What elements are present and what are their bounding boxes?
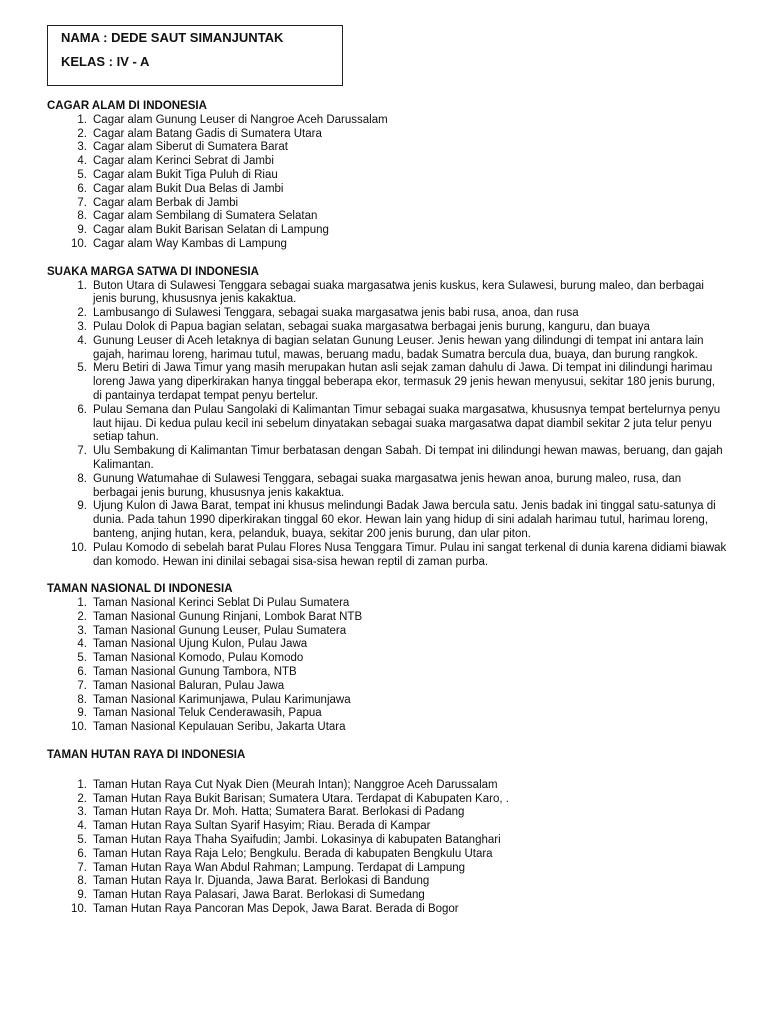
section-title: TAMAN NASIONAL DI INDONESIA: [47, 583, 233, 596]
list-item-number: 7.: [77, 196, 87, 209]
list-item: [47, 114, 727, 128]
list-item-number: 8.: [77, 472, 87, 485]
list-item-text: Meru Betiri di Jawa Timur yang masih merupakan hutan asli sejak zaman dahulu di Jawa. Di tempat ini dilindungi harimau loreng Jawa yang diperkirakan hanya tinggal beberapa ekor, termasuk 29 jenis hewan menyusui, sekitar 180 jenis burung, di pantainya terdapat tempat penyu bertelur.: [93, 362, 716, 402]
list-item-number: 3.: [77, 320, 87, 333]
list-item-number: 2.: [77, 792, 87, 805]
list-item-number: 2.: [77, 127, 87, 140]
list-item-number: 9.: [77, 500, 87, 513]
list-item: [47, 820, 727, 834]
list-item: [47, 280, 727, 308]
section-title: TAMAN HUTAN RAYA DI INDONESIA: [47, 749, 246, 762]
list-item: [47, 611, 727, 625]
numbered-list: [47, 280, 727, 570]
list-item-text: Pulau Semana dan Pulau Sangolaki di Kalimantan Timur sebagai suaka margasatwa, khususnya tempat bertelurnya penyu laut hijau. Di kedua pulau kecil ini sebelum dinyatakan sebagai suaka margasatwa dapat diambil sekitar 2 juta telur penyu setiap tahun.: [93, 403, 721, 444]
list-item-text: Taman Hutan Raya Palasari, Jawa Barat. Berlokasi di Sumedang: [93, 889, 425, 902]
list-item-text: Taman Nasional Teluk Cenderawasih, Papua: [93, 707, 322, 720]
section-title: CAGAR ALAM DI INDONESIA: [47, 100, 207, 112]
list-item-number: 7.: [77, 679, 87, 692]
list-item-text: Taman Nasional Kerinci Seblat Di Pulau Sumatera: [93, 597, 350, 610]
list-item: [47, 625, 727, 639]
list-item-number: 9.: [77, 889, 87, 902]
list-item-text: Taman Nasional Komodo, Pulau Komodo: [93, 652, 304, 665]
list-item-number: 6.: [77, 847, 87, 860]
list-item-text: Taman Nasional Kepulauan Seribu, Jakarta Utara: [93, 721, 346, 734]
list-item-text: Cagar alam Gunung Leuser di Nangroe Aceh Darussalam: [93, 113, 388, 126]
list-item-text: Taman Hutan Raya Cut Nyak Dien (Meurah Intan); Nanggroe Aceh Darussalam: [93, 778, 498, 791]
list-item: [47, 238, 727, 252]
list-item: [47, 321, 727, 335]
list-item: [47, 875, 727, 889]
list-item-number: 1.: [77, 597, 87, 610]
list-item: [47, 721, 727, 735]
student-class: KELAS : IV - A: [61, 54, 150, 69]
list-item-text: Taman Hutan Raya Pancoran Mas Depok, Jawa Barat. Berada di Bogor: [93, 903, 459, 916]
list-item: [47, 707, 727, 721]
student-name: NAMA : DEDE SAUT SIMANJUNTAK: [61, 30, 284, 45]
list-item-text: Cagar alam Kerinci Sebrat di Jambi: [93, 155, 274, 168]
list-item-text: Taman Hutan Raya Sultan Syarif Hasyim; Riau. Berada di Kampar: [93, 820, 431, 833]
list-item-text: Taman Nasional Ujung Kulon, Pulau Jawa: [93, 638, 308, 651]
list-item-text: Taman Nasional Gunung Leuser, Pulau Sumatera: [93, 624, 347, 637]
list-item-number: 6.: [77, 666, 87, 679]
list-item-number: 10.: [71, 237, 87, 250]
list-item-text: Cagar alam Siberut di Sumatera Barat: [93, 141, 288, 154]
list-item-number: 8.: [77, 210, 87, 223]
list-item-text: Taman Hutan Raya Dr. Moh. Hatta; Sumatera Barat. Berlokasi di Padang: [93, 806, 465, 819]
list-item: [47, 680, 727, 694]
list-item: [47, 335, 727, 363]
list-item: [47, 903, 727, 917]
list-item-text: Cagar alam Bukit Barisan Selatan di Lampung: [93, 224, 329, 237]
list-item: [47, 473, 727, 501]
list-item: [47, 638, 727, 652]
list-item: [47, 889, 727, 903]
list-item-number: 3.: [77, 806, 87, 819]
list-item-number: 10.: [71, 541, 87, 554]
list-item-number: 2.: [77, 307, 87, 320]
list-item: [47, 210, 727, 224]
section: [47, 749, 727, 917]
list-item-text: Taman Nasional Karimunjawa, Pulau Karimunjawa: [93, 693, 351, 706]
list-item-text: Taman Hutan Raya Raja Lelo; Bengkulu. Berada di kabupaten Bengkulu Utara: [93, 847, 493, 860]
list-item-number: 3.: [77, 624, 87, 637]
list-item: [47, 652, 727, 666]
list-item: [47, 597, 727, 611]
list-item: [47, 307, 727, 321]
list-item: [47, 694, 727, 708]
list-item-text: Cagar alam Berbak di Jambi: [93, 196, 239, 209]
list-item: [47, 141, 727, 155]
section-title: SUAKA MARGA SATWA DI INDONESIA: [47, 265, 259, 278]
numbered-list: [47, 779, 727, 917]
numbered-list: [47, 114, 727, 252]
list-item-number: 6.: [77, 403, 87, 416]
list-item-text: Taman Hutan Raya Thaha Syaifudin; Jambi. Lokasinya di kabupaten Batanghari: [93, 834, 501, 847]
list-item-number: 1.: [77, 778, 87, 791]
list-item: [47, 834, 727, 848]
list-item-number: 4.: [77, 155, 87, 168]
list-item-text: Cagar alam Bukit Tiga Puluh di Riau: [93, 168, 278, 181]
list-item-text: Ulu Sembakung di Kalimantan Timur berbatasan dengan Sabah. Di tempat ini dilindungi hewan mawas, beruang, dan gajah Kalimantan.: [93, 445, 723, 471]
list-item-number: 4.: [77, 638, 87, 651]
section: [47, 266, 727, 570]
list-item: [47, 362, 727, 403]
list-item-text: Gunung Leuser di Aceh letaknya di bagian selatan Gunung Leuser. Jenis hewan yang dilindungi di tempat ini antara lain gajah, harimau loreng, harimau tutul, mawas, beruang madu, badak Sumatra bercula dua, buaya, dan burung rangkok.: [93, 334, 704, 361]
list-item: [47, 404, 727, 445]
list-item-text: Cagar alam Sembilang di Sumatera Selatan: [93, 210, 318, 223]
list-item: [47, 155, 727, 169]
list-item-text: Cagar alam Batang Gadis di Sumatera Utara: [93, 127, 322, 140]
list-item-number: 3.: [77, 141, 87, 154]
list-item-text: Lambusango di Sulawesi Tenggara, sebagai suaka margasatwa jenis babi rusa, anoa, dan rusa: [93, 307, 579, 320]
list-item-number: 4.: [77, 334, 87, 347]
list-item-number: 4.: [77, 820, 87, 833]
list-item: [47, 500, 727, 541]
list-item-text: Cagar alam Bukit Dua Belas di Jambi: [93, 182, 284, 195]
list-item-number: 6.: [77, 182, 87, 195]
list-item-text: Taman Hutan Raya Bukit Barisan; Sumatera Utara. Terdapat di Kabupaten Karo, .: [93, 792, 509, 805]
list-item-number: 5.: [77, 834, 87, 847]
list-item-number: 2.: [77, 610, 87, 623]
list-item-number: 8.: [77, 693, 87, 706]
list-item-number: 1.: [77, 113, 87, 126]
list-item-number: 1.: [77, 279, 87, 292]
list-item-text: Ujung Kulon di Jawa Barat, tempat ini khusus melindungi Badak Jawa bercula satu. Jenis badak ini tinggal satu-satunya di dunia. Pada tahun 1990 diperkirakan tinggal 60 ekor. Hewan lain yang hidup di sini adalah harimau tutul, harimau loreng, banteng, anjing hutan, kera, pelanduk, buaya, sekitar 200 jenis burung, dan ular piton.: [93, 500, 716, 540]
list-item-text: Pulau Komodo di sebelah barat Pulau Flores Nusa Tenggara Timur. Pulau ini sangat terkenal di dunia karena didiami biawak dan komodo. Hewan ini dinilai sebagai sisa-sisa hewan reptil di zaman purba.: [93, 541, 727, 568]
list-item: [47, 183, 727, 197]
list-item-text: Gunung Watumahae di Sulawesi Tenggara, sebagai suaka margasatwa jenis hewan anoa, burung maleo, rusa, dan berbagai jenis burung, khususnya jenis kakaktua.: [93, 472, 682, 499]
list-item-number: 7.: [77, 861, 87, 874]
list-item: [47, 793, 727, 807]
list-item-number: 5.: [77, 652, 87, 665]
list-item-number: 9.: [77, 224, 87, 237]
section: [47, 100, 727, 252]
list-item-text: Cagar alam Way Kambas di Lampung: [93, 237, 287, 250]
list-item-text: Taman Nasional Gunung Tambora, NTB: [93, 666, 297, 679]
list-item-number: 5.: [77, 168, 87, 181]
section: [47, 583, 727, 735]
list-item-text: Taman Nasional Baluran, Pulau Jawa: [93, 679, 285, 692]
list-item: [47, 169, 727, 183]
list-item: [47, 848, 727, 862]
list-item: [47, 806, 727, 820]
list-item: [47, 197, 727, 211]
list-item: [47, 128, 727, 142]
list-item-number: 10.: [71, 721, 87, 734]
list-item-text: Buton Utara di Sulawesi Tenggara sebagai suaka margasatwa jenis kuskus, kera Sulawesi, burung maleo, dan berbagai jenis burung, khususnya jenis kakaktua.: [93, 279, 704, 306]
list-item: [47, 445, 727, 473]
list-item-number: 7.: [77, 445, 87, 458]
list-item-number: 10.: [71, 903, 87, 916]
numbered-list: [47, 597, 727, 735]
list-item-text: Taman Nasional Gunung Rinjani, Lombok Barat NTB: [93, 610, 363, 623]
list-item-text: Taman Hutan Raya Wan Abdul Rahman; Lampung. Terdapat di Lampung: [93, 861, 466, 874]
list-item: [47, 666, 727, 680]
list-item-number: 5.: [77, 362, 87, 375]
student-info-box: [47, 25, 343, 86]
list-item-text: Pulau Dolok di Papua bagian selatan, sebagai suaka margasatwa berbagai jenis burung, kanguru, dan buaya: [93, 320, 650, 333]
list-item-text: Taman Hutan Raya Ir. Djuanda, Jawa Barat. Berlokasi di Bandung: [93, 875, 430, 888]
list-item: [47, 542, 727, 570]
list-item: [47, 779, 727, 793]
document-body: [47, 100, 727, 931]
list-item-number: 9.: [77, 707, 87, 720]
list-item: [47, 862, 727, 876]
list-item: [47, 224, 727, 238]
list-item-number: 8.: [77, 875, 87, 888]
